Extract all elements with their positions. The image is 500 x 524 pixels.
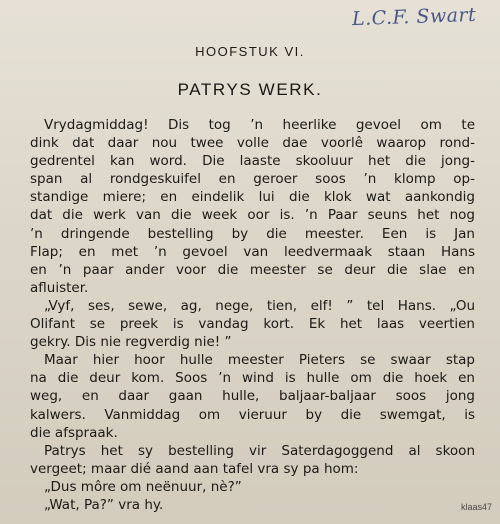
text-line: standige miere; en eindelik lui die klok wat aankondig — [30, 189, 475, 206]
text-line: die afspraak. — [30, 424, 118, 441]
text-line: ’n dringende bestelling by die meester. Een is Jan — [30, 225, 475, 242]
watermark: klaas47 — [460, 502, 492, 512]
text-line: gekry. Dis nie regverdig nie! ” — [30, 334, 232, 351]
text-line: kalwers. Vanmiddag om vieruur by die swemgat, is — [30, 406, 475, 423]
text-line: vergeet; maar dié aand aan tafel vra sy pa hom: — [30, 460, 359, 477]
text-line: Flap; en met ’n gevoel van leedvermaak staan Hans — [30, 243, 475, 260]
chapter-heading: HOOFSTUK VI. — [195, 44, 305, 59]
text-line: afluister. — [30, 279, 89, 296]
text-line: „Vyf, ses, sewe, ag, nege, tien, elf! ” tel Hans. „Ou — [44, 297, 475, 314]
text-line: dink dat daar nou twee volle dae voorlê waarop rond- — [30, 135, 475, 152]
chapter-title: PATRYS WERK. — [177, 80, 323, 99]
text-line: Olifant se preek is vandag kort. Ek het laas veertien — [30, 316, 475, 333]
text-line: „Wat, Pa?” vra hy. — [44, 496, 164, 513]
text-line: na die deur kom. Soos ’n wind is hulle om die hoek en — [30, 370, 475, 387]
text-line: weg, en daar gaan hulle, baljaar-baljaar soos jong — [30, 388, 475, 405]
text-line: Maar hier hoor hulle meester Pieters se swaar stap — [44, 352, 475, 369]
text-line: gedrentel kan word. Die laaste skooluur het die jong- — [30, 153, 475, 170]
text-line: Vrydagmiddag! Dis tog ’n heerlike gevoel om te — [44, 117, 475, 133]
text-line: span al rondgeskuifel en geroer soos ’n klomp op- — [30, 171, 475, 188]
handwritten-signature: L.C.F. Swart — [351, 3, 477, 31]
text-line: „Dus môre om neënuur, nè?” — [44, 478, 242, 495]
text-line: Patrys het sy bestelling vir Saterdagoggend al skoon — [44, 442, 475, 459]
body-text — [30, 116, 475, 514]
text-line: dat die werk van die week oor is. ’n Paar seuns het nog — [30, 207, 475, 224]
text-line: en ’n paar ander voor die meester se deur die slae en — [30, 261, 475, 278]
